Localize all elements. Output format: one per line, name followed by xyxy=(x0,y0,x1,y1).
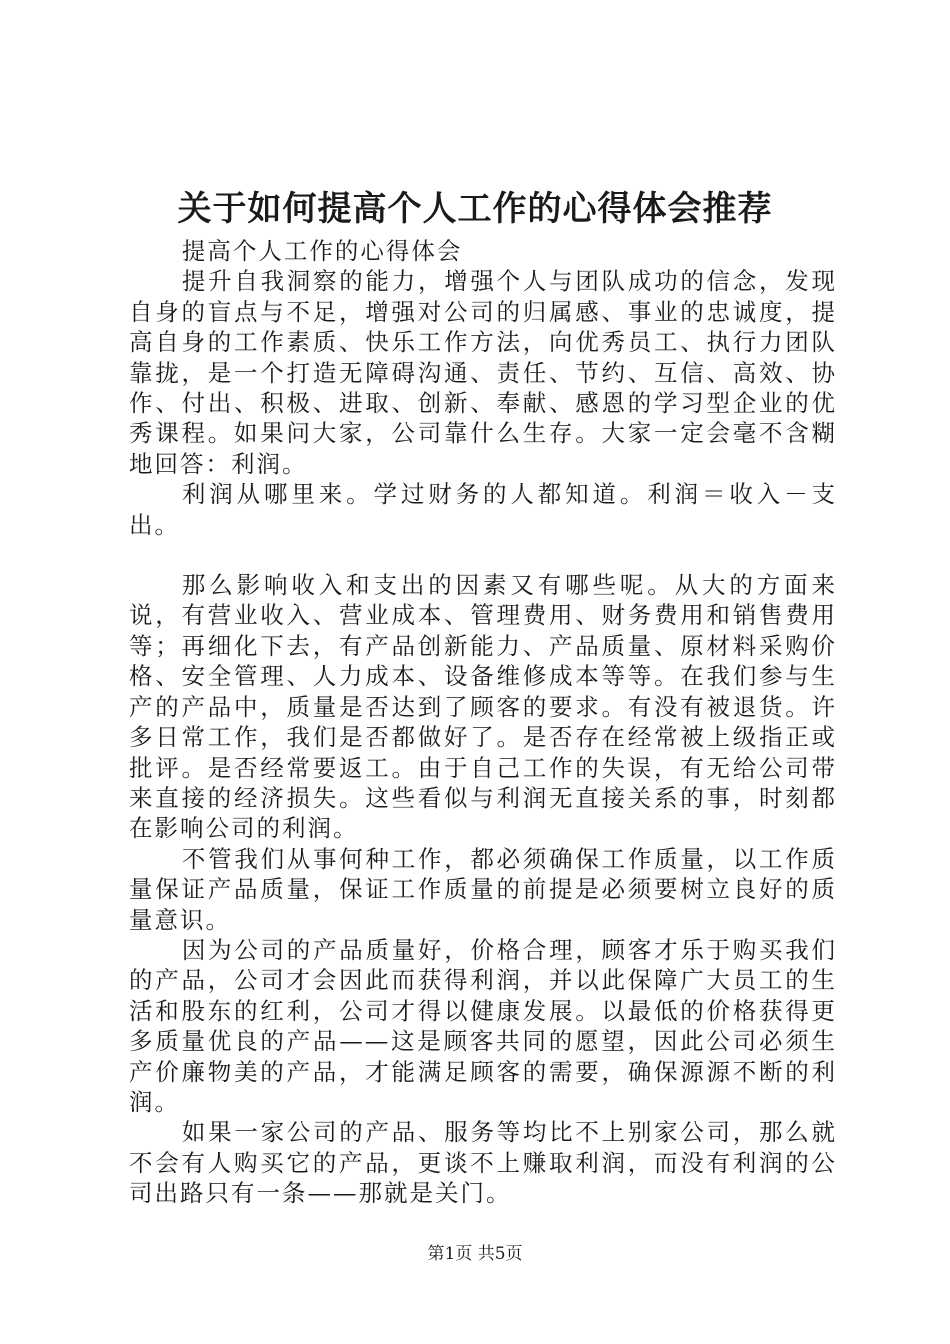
paragraph-3: 那么影响收入和支出的因素又有哪些呢。从大的方面来说，有营业收入、营业成本、管理费用、财务费用和销售费用等；再细化下去，有产品创新能力、产品质量、原材料采购价格、安全管理、人力成本、设备维修成本等等。在我们参与生产的产品中，质量是否达到了顾客的要求。有没有被退货。许多日常工作，我们是否都做好了。是否存在经常被上级指正或批评。是否经常要返工。由于自己工作的失误，有无给公司带来直接的经济损失。这些看似与利润无直接关系的事，时刻都在影响公司的利润。 xyxy=(129,571,837,843)
document-title: 关于如何提高个人工作的心得体会推荐 xyxy=(177,189,773,229)
paragraph-1: 提升自我洞察的能力，增强个人与团队成功的信念，发现自身的盲点与不足，增强对公司的归属感、事业的忠诚度，提高自身的工作素质、快乐工作方法，向优秀员工、执行力团队靠拢，是一个打造无障碍沟通、责任、节约、互信、高效、协作、付出、积极、进取、创新、奉献、感恩的学习型企业的优秀课程。如果问大家，公司靠什么生存。大家一定会毫不含糊地回答：利润。 xyxy=(129,267,837,478)
document-body xyxy=(129,236,837,1209)
document-subtitle: 提高个人工作的心得体会 xyxy=(181,237,463,265)
paragraph-2: 利润从哪里来。学过财务的人都知道。利润＝收入－支出。 xyxy=(129,480,837,539)
paragraph-5: 因为公司的产品质量好，价格合理，顾客才乐于购买我们的产品，公司才会因此而获得利润，并以此保障广大员工的生活和股东的红利，公司才得以健康发展。以最低的价格获得更多质量优良的产品——这是顾客共同的愿望，因此公司必须生产价廉物美的产品，才能满足顾客的需要，确保源源不断的利润。 xyxy=(129,935,837,1116)
paragraph-4: 不管我们从事何种工作，都必须确保工作质量，以工作质量保证产品质量，保证工作质量的前提是必须要树立良好的质量意识。 xyxy=(129,844,837,934)
page-footer: 第1页 共5页 xyxy=(427,1244,523,1264)
paragraph-6: 如果一家公司的产品、服务等均比不上别家公司，那么就不会有人购买它的产品，更谈不上赚取利润，而没有利润的公司出路只有一条——那就是关门。 xyxy=(129,1118,837,1208)
